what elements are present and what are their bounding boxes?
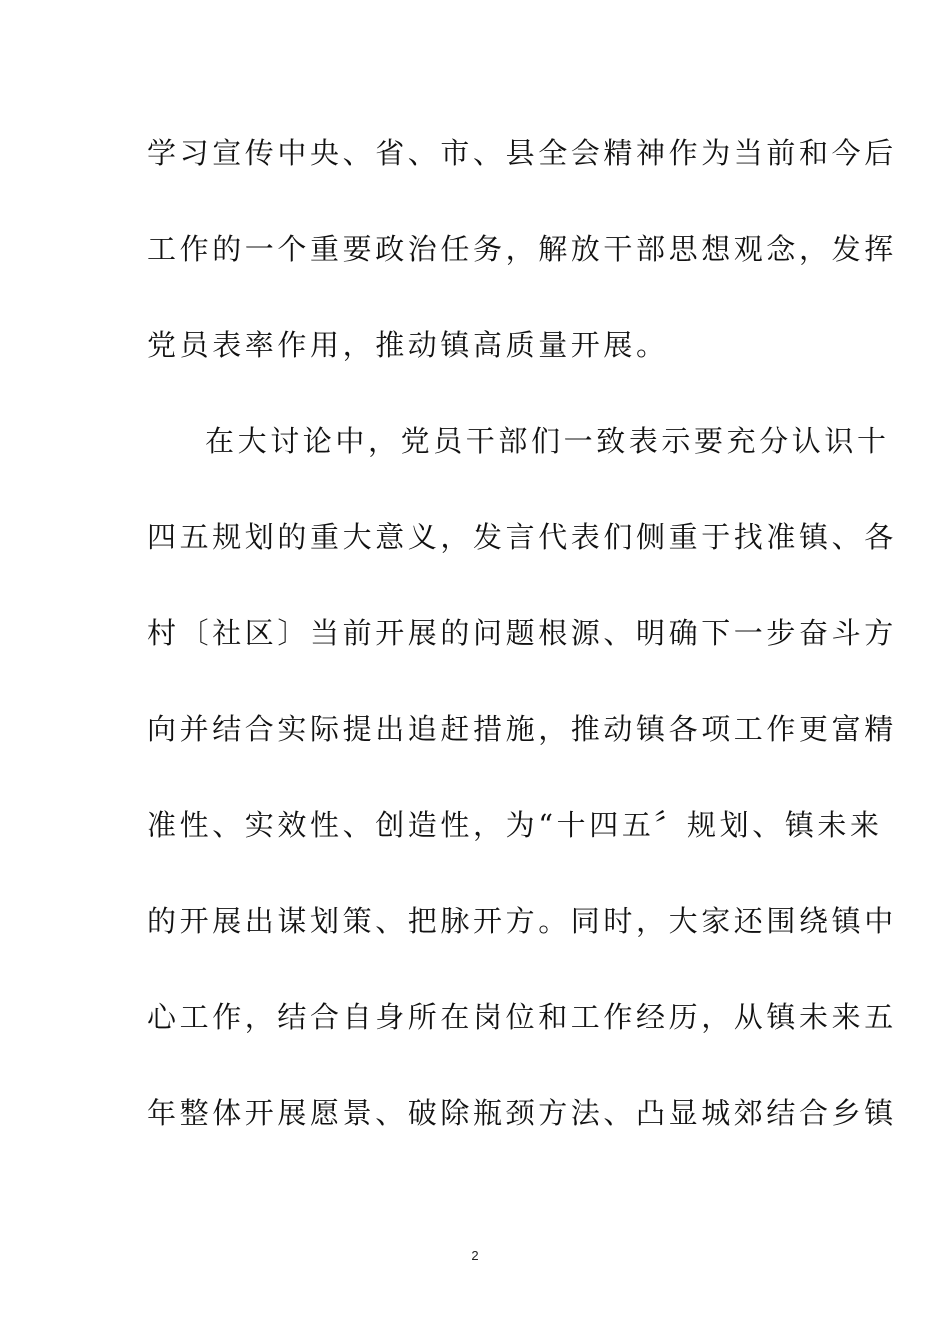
text-line: 准性、实效性、创造性，为“十四五〞规划、镇未来 [147,808,883,842]
text-line: 的开展出谋划策、把脉开方。同时，大家还围绕镇中 [147,904,897,938]
text-line: 学习宣传中央、省、市、县全会精神作为当前和今后 [147,136,897,170]
text-line: 年整体开展愿景、破除瓶颈方法、凸显城郊结合乡镇 [147,1096,897,1130]
page-number: 2 [471,1248,479,1263]
text-line: 工作的一个重要政治任务，解放干部思想观念，发挥 [147,232,897,266]
text-line: 四五规划的重大意义，发言代表们侧重于找准镇、各 [147,520,897,554]
text-line: 向并结合实际提出追赶措施，推动镇各项工作更富精 [147,712,897,746]
text-line: 党员表率作用，推动镇高质量开展。 [147,328,669,362]
text-line: 村〔社区〕当前开展的问题根源、明确下一步奋斗方 [147,616,897,650]
paragraph-first-line: 在大讨论中，党员干部们一致表示要充分认识十 [205,424,890,458]
text-line: 心工作，结合自身所在岗位和工作经历，从镇未来五 [147,1000,897,1034]
